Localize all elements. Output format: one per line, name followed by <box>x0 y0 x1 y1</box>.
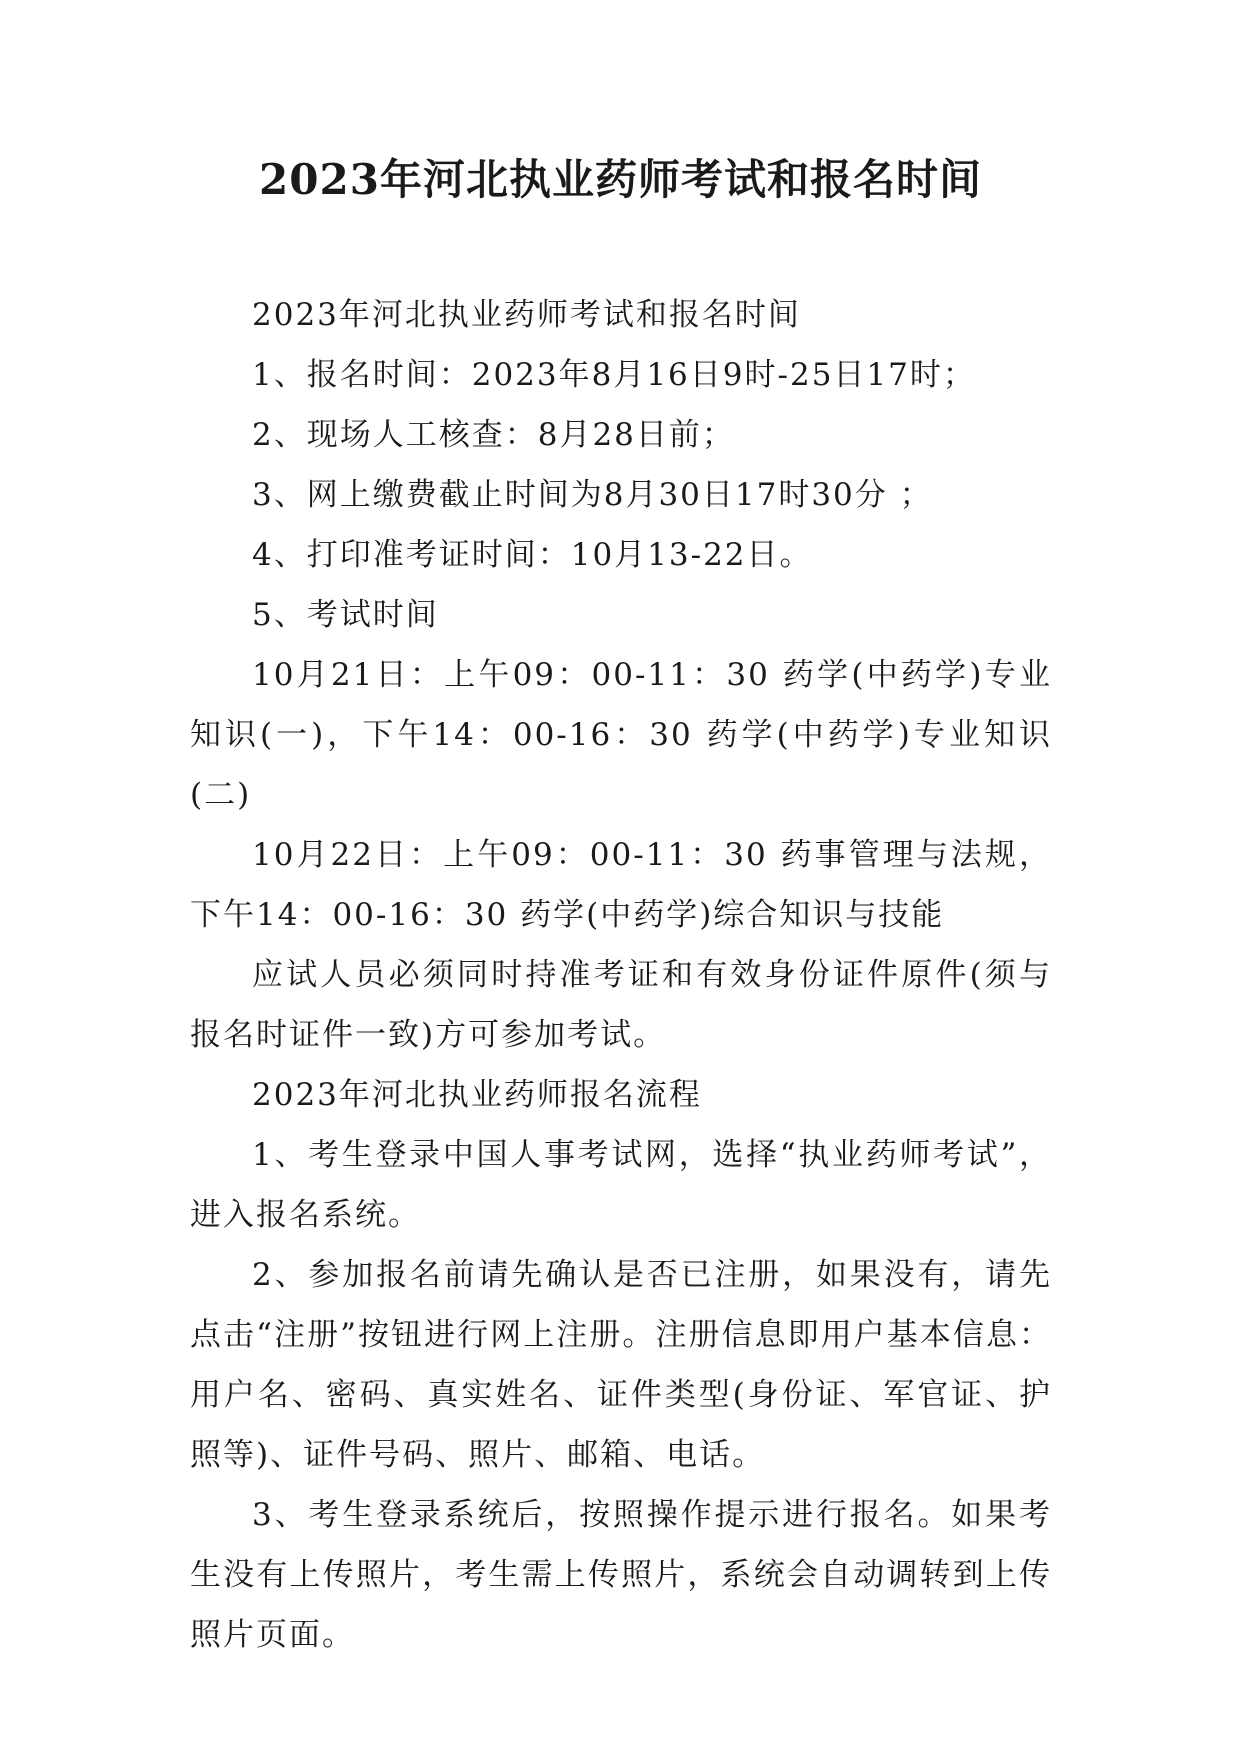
paragraph-heading-registration-process: 2023年河北执业药师报名流程 <box>252 1077 702 1113</box>
paragraph-payment-deadline: 3、网上缴费截止时间为8月30日17时30分 ； <box>252 477 933 513</box>
paragraph-step-3: 3、考生登录系统后，按照操作提示进行报名。如果考生没有上传照片，考生需上传照片，系统会自动调转到上传照片页面。 <box>190 1497 1052 1653</box>
paragraph-oct-21-schedule: 10月21日：上午09：00-11：30 药学(中药学)专业知识(一)，下午14：00-16：30 药学(中药学)专业知识(二) <box>190 657 1052 813</box>
paragraph-heading-exam-time: 2023年河北执业药师考试和报名时间 <box>252 297 801 333</box>
paragraph-onsite-check: 2、现场人工核查：8月28日前； <box>252 417 735 453</box>
paragraph-registration-time: 1、报名时间：2023年8月16日9时-25日17时； <box>252 357 976 393</box>
paragraph-step-1: 1、考生登录中国人事考试网，选择“执业药师考试”，进入报名系统。 <box>190 1137 1052 1233</box>
paragraph-admission-ticket: 4、打印准考证时间：10月13-22日。 <box>252 537 813 573</box>
document-title: 2023年河北执业药师考试和报名时间 <box>259 155 982 204</box>
paragraph-step-2: 2、参加报名前请先确认是否已注册，如果没有，请先点击“注册”按钮进行网上注册。注册信息即用户基本信息：用户名、密码、真实姓名、证件类型(身份证、军官证、护照等)、证件号码、照片、邮箱、电话。 <box>190 1257 1052 1473</box>
paragraph-exam-schedule-heading: 5、考试时间 <box>252 597 439 633</box>
paragraph-id-requirement: 应试人员必须同时持准考证和有效身份证件原件(须与报名时证件一致)方可参加考试。 <box>190 957 1052 1053</box>
paragraph-oct-22-schedule: 10月22日：上午09：00-11：30 药事管理与法规，下午14：00-16：30 药学(中药学)综合知识与技能 <box>190 837 1052 933</box>
document-body <box>190 285 1052 1665</box>
